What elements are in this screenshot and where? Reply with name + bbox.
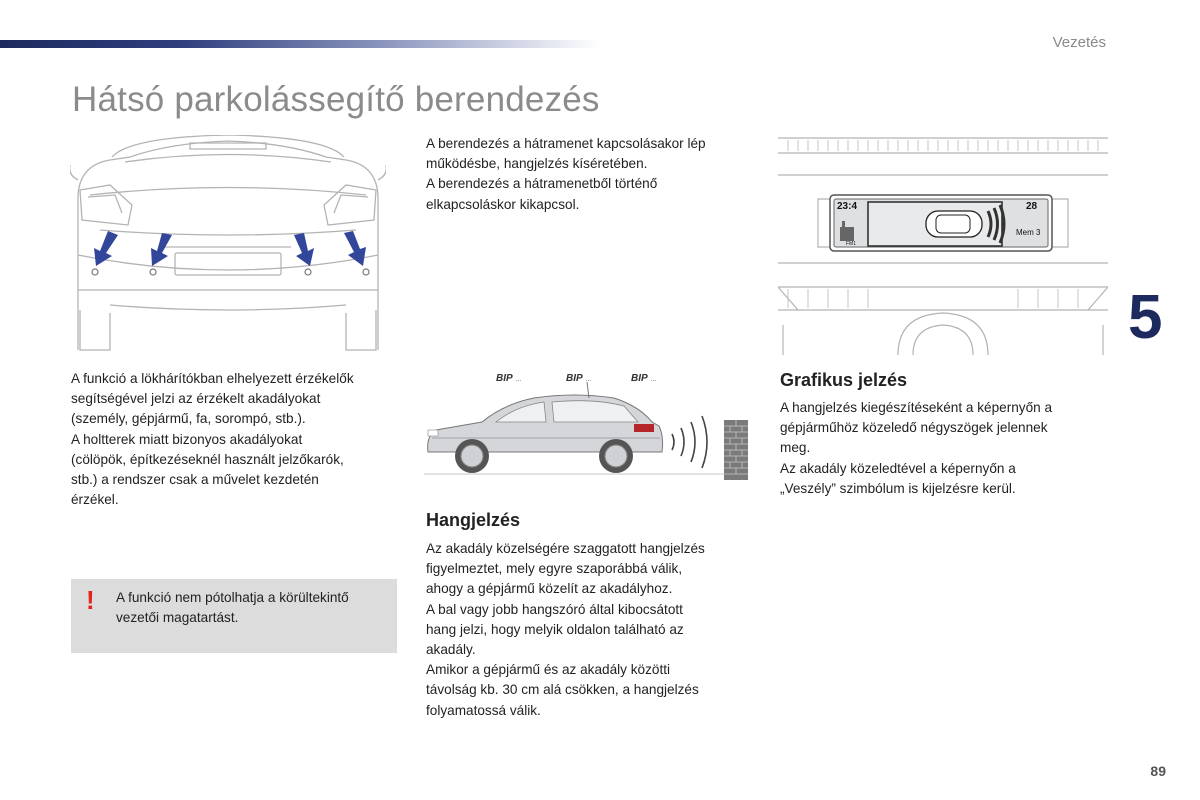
beep-suffix: ... xyxy=(586,377,592,383)
text-line: hang jelzi, hogy melyik oldalon található az xyxy=(426,621,684,637)
beep-label: BIP xyxy=(566,373,583,384)
text-line: Amikor a gépjármű és az akadály közötti xyxy=(426,662,671,678)
text-line: segítségével jelzi az érzékelt akadályokat xyxy=(71,391,321,407)
beep-suffix: ... xyxy=(651,377,657,383)
text-line: működésbe, hangjelzés kíséretében. xyxy=(426,156,648,172)
text-line: elkapcsoláskor kikapcsol. xyxy=(426,196,580,212)
section-name: Vezetés xyxy=(1052,34,1106,51)
warning-text xyxy=(116,588,391,628)
text-line: stb.) a rendszer csak a művelet kezdetén xyxy=(71,472,319,488)
text-line: vezetői magatartást. xyxy=(116,610,239,625)
text-line: érzékel. xyxy=(71,492,119,508)
dashboard-display-illustration xyxy=(778,135,1108,355)
rear-car-sensors-illustration xyxy=(70,135,386,353)
car-topview-icon xyxy=(926,211,982,237)
car-sound-illustration xyxy=(424,364,754,484)
beep-label: BIP xyxy=(496,373,513,384)
display-value: 28 xyxy=(1026,201,1038,212)
text-line: (személy, gépjármű, fa, sorompó, stb.). xyxy=(71,411,306,427)
text-line: gépjárműhöz közeledő négyszögek jelennek xyxy=(780,420,1048,436)
text-line: figyelmeztet, mely egyre szaporábbá válik, xyxy=(426,561,683,577)
text-line: A berendezés a hátramenetből történő xyxy=(426,176,658,192)
text-line: meg. xyxy=(780,440,811,456)
text-line: A funkció a lökhárítókban elhelyezett érzékelők xyxy=(71,371,354,386)
left-paragraph xyxy=(71,369,401,510)
display-fm: FM1 xyxy=(846,241,856,247)
grafikus-paragraph xyxy=(780,398,1110,499)
chapter-number: 5 xyxy=(1128,283,1163,352)
text-line: folyamatossá válik. xyxy=(426,702,541,718)
text-line: távolság kb. 30 cm alá csökken, a hangjelzés xyxy=(426,682,699,698)
warning-icon: ! xyxy=(86,585,95,615)
text-line: A bal vagy jobb hangszóró által kibocsátott xyxy=(426,601,683,617)
warning-box xyxy=(71,579,397,653)
text-line: A berendezés a hátramenet kapcsolásakor lép xyxy=(426,136,706,151)
sensor-arrows xyxy=(94,231,366,266)
page-number: 89 xyxy=(1150,763,1166,779)
hangjelzes-paragraph xyxy=(426,539,756,721)
grafikus-heading: Grafikus jelzés xyxy=(780,370,908,390)
sound-waves xyxy=(672,416,707,468)
brick-wall-icon xyxy=(724,420,748,480)
text-line: ahogy a gépjármű közelít az akadályhoz. xyxy=(426,581,673,597)
page-title: Hátsó parkolássegítő berendezés xyxy=(72,80,600,119)
display-mem: Mem 3 xyxy=(1016,228,1041,237)
beep-label: BIP xyxy=(631,373,648,384)
text-line: Az akadály közeledtével a képernyőn a xyxy=(780,460,1016,476)
hangjelzes-heading: Hangjelzés xyxy=(426,510,521,530)
text-line: Az akadály közelségére szaggatott hangjelzés xyxy=(426,541,705,556)
text-line: A hangjelzés kiegészítéseként a képernyőn a xyxy=(780,400,1053,415)
text-line: (cölöpök, építkezéseknél használt jelzőkarók, xyxy=(71,451,344,467)
intro-paragraph xyxy=(426,134,756,215)
text-line: akadály. xyxy=(426,642,476,658)
header-color-bar xyxy=(0,40,600,48)
text-line: A holtterek miatt bizonyos akadályokat xyxy=(71,431,303,447)
text-line: A funkció nem pótolhatja a körültekintő xyxy=(116,590,349,605)
beep-suffix: ... xyxy=(516,377,522,383)
display-time: 23:4 xyxy=(837,201,858,212)
text-line: „Veszély” szimbólum is kijelzésre kerül. xyxy=(780,480,1016,496)
